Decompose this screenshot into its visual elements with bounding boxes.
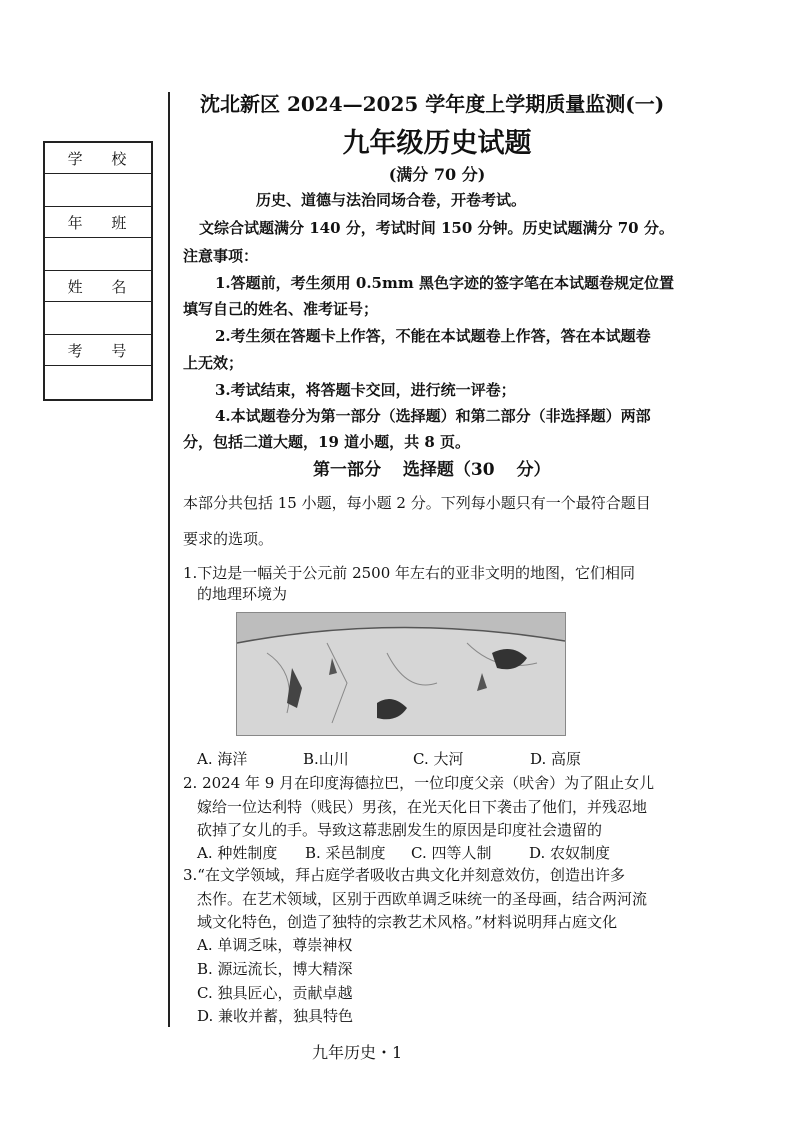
q2-options xyxy=(197,842,610,863)
page-footer: 九年历史・1 xyxy=(312,1043,403,1062)
note-1a: 1.答题前，考生须用 0.5mm 黑色字迹的签字笔在本试题卷规定位置 xyxy=(215,274,674,292)
q1-options xyxy=(197,748,581,769)
note-4b: 分，包括二道大题，19 道小题，共 8 页。 xyxy=(183,433,470,451)
intro-line-2: 文综合试题满分 140 分，考试时间 150 分钟。历史试题满分 70 分。 xyxy=(199,219,674,237)
q2-stem-a: 2. 2024 年 9 月在印度海德拉巴，一位印度父亲（吠舍）为了阻止女儿 xyxy=(183,774,655,792)
note-1b: 填写自己的姓名、准考证号； xyxy=(183,300,379,318)
q3-option-a[interactable]: A. 单调乏味，尊崇神权 xyxy=(197,936,353,954)
map-image xyxy=(237,613,565,735)
part1-title: 第一部分 选择题（30 分） xyxy=(313,460,551,480)
q3-option-b[interactable]: B. 源远流长，博大精深 xyxy=(197,960,353,978)
name-label: 姓 名 xyxy=(45,271,151,302)
exam-title: 沈北新区 2024—2025 学年度上学期质量监测(一) xyxy=(200,92,665,116)
note-2a: 2.考生须在答题卡上作答，不能在本试题卷上作答，答在本试题卷 xyxy=(215,327,651,345)
class-field[interactable] xyxy=(45,238,151,271)
q2-option-b[interactable]: B. 采邑制度 xyxy=(305,844,386,862)
q1-option-d[interactable]: D. 高原 xyxy=(530,750,582,768)
q2-option-a[interactable]: A. 种姓制度 xyxy=(197,844,278,862)
note-3: 3.考试结束，将答题卡交回，进行统一评卷； xyxy=(215,381,516,399)
intro-line-1: 历史、道德与法治同场合卷，开卷考试。 xyxy=(256,191,527,209)
subject-title: 九年级历史试题 xyxy=(342,128,532,159)
name-field[interactable] xyxy=(45,302,151,335)
q1-option-a[interactable]: A. 海洋 xyxy=(197,750,248,768)
q1-option-b[interactable]: B.山川 xyxy=(303,750,349,768)
ancient-civilizations-map xyxy=(236,612,566,736)
q2-stem-c: 砍掉了女儿的手。导致这幕悲剧发生的原因是印度社会遗留的 xyxy=(197,821,603,839)
exam-number-field[interactable] xyxy=(45,366,151,399)
q2-option-d[interactable]: D. 农奴制度 xyxy=(529,844,611,862)
class-label: 年 班 xyxy=(45,207,151,238)
q1-stem-a: 1.下边是一幅关于公元前 2500 年左右的亚非文明的地图，它们相同 xyxy=(183,564,636,582)
q1-stem-b: 的地理环境为 xyxy=(197,585,288,603)
full-score: (满分 70 分) xyxy=(388,165,486,184)
part1-desc-b: 要求的选项。 xyxy=(183,530,274,548)
q3-stem-b: 杰作。在艺术领域，区别于西欧单调乏味统一的圣母画，结合两河流 xyxy=(197,890,648,908)
school-label: 学 校 xyxy=(45,143,151,174)
q3-stem-a: 3.“在文学领域，拜占庭学者吸收古典文化并刻意效仿，创造出许多 xyxy=(183,866,625,884)
exam-number-label: 考 号 xyxy=(45,335,151,366)
binding-line xyxy=(168,92,170,1027)
q3-option-c[interactable]: C. 独具匠心，贡献卓越 xyxy=(197,984,353,1002)
q1-option-c[interactable]: C. 大河 xyxy=(413,750,464,768)
note-4a: 4.本试题卷分为第一部分（选择题）和第二部分（非选择题）两部 xyxy=(215,407,651,425)
q3-stem-c: 域文化特色，创造了独特的宗教艺术风格。”材料说明拜占庭文化 xyxy=(197,913,618,931)
note-2b: 上无效； xyxy=(183,354,244,372)
q3-option-d[interactable]: D. 兼收并蓄，独具特色 xyxy=(197,1007,354,1025)
q2-stem-b: 嫁给一位达利特（贱民）男孩，在光天化日下袭击了他们，并残忍地 xyxy=(197,798,648,816)
q2-option-c[interactable]: C. 四等人制 xyxy=(411,844,492,862)
part1-desc-a: 本部分共包括 15 小题，每小题 2 分。下列每小题只有一个最符合题目 xyxy=(183,494,651,512)
notes-title: 注意事项： xyxy=(183,247,259,265)
